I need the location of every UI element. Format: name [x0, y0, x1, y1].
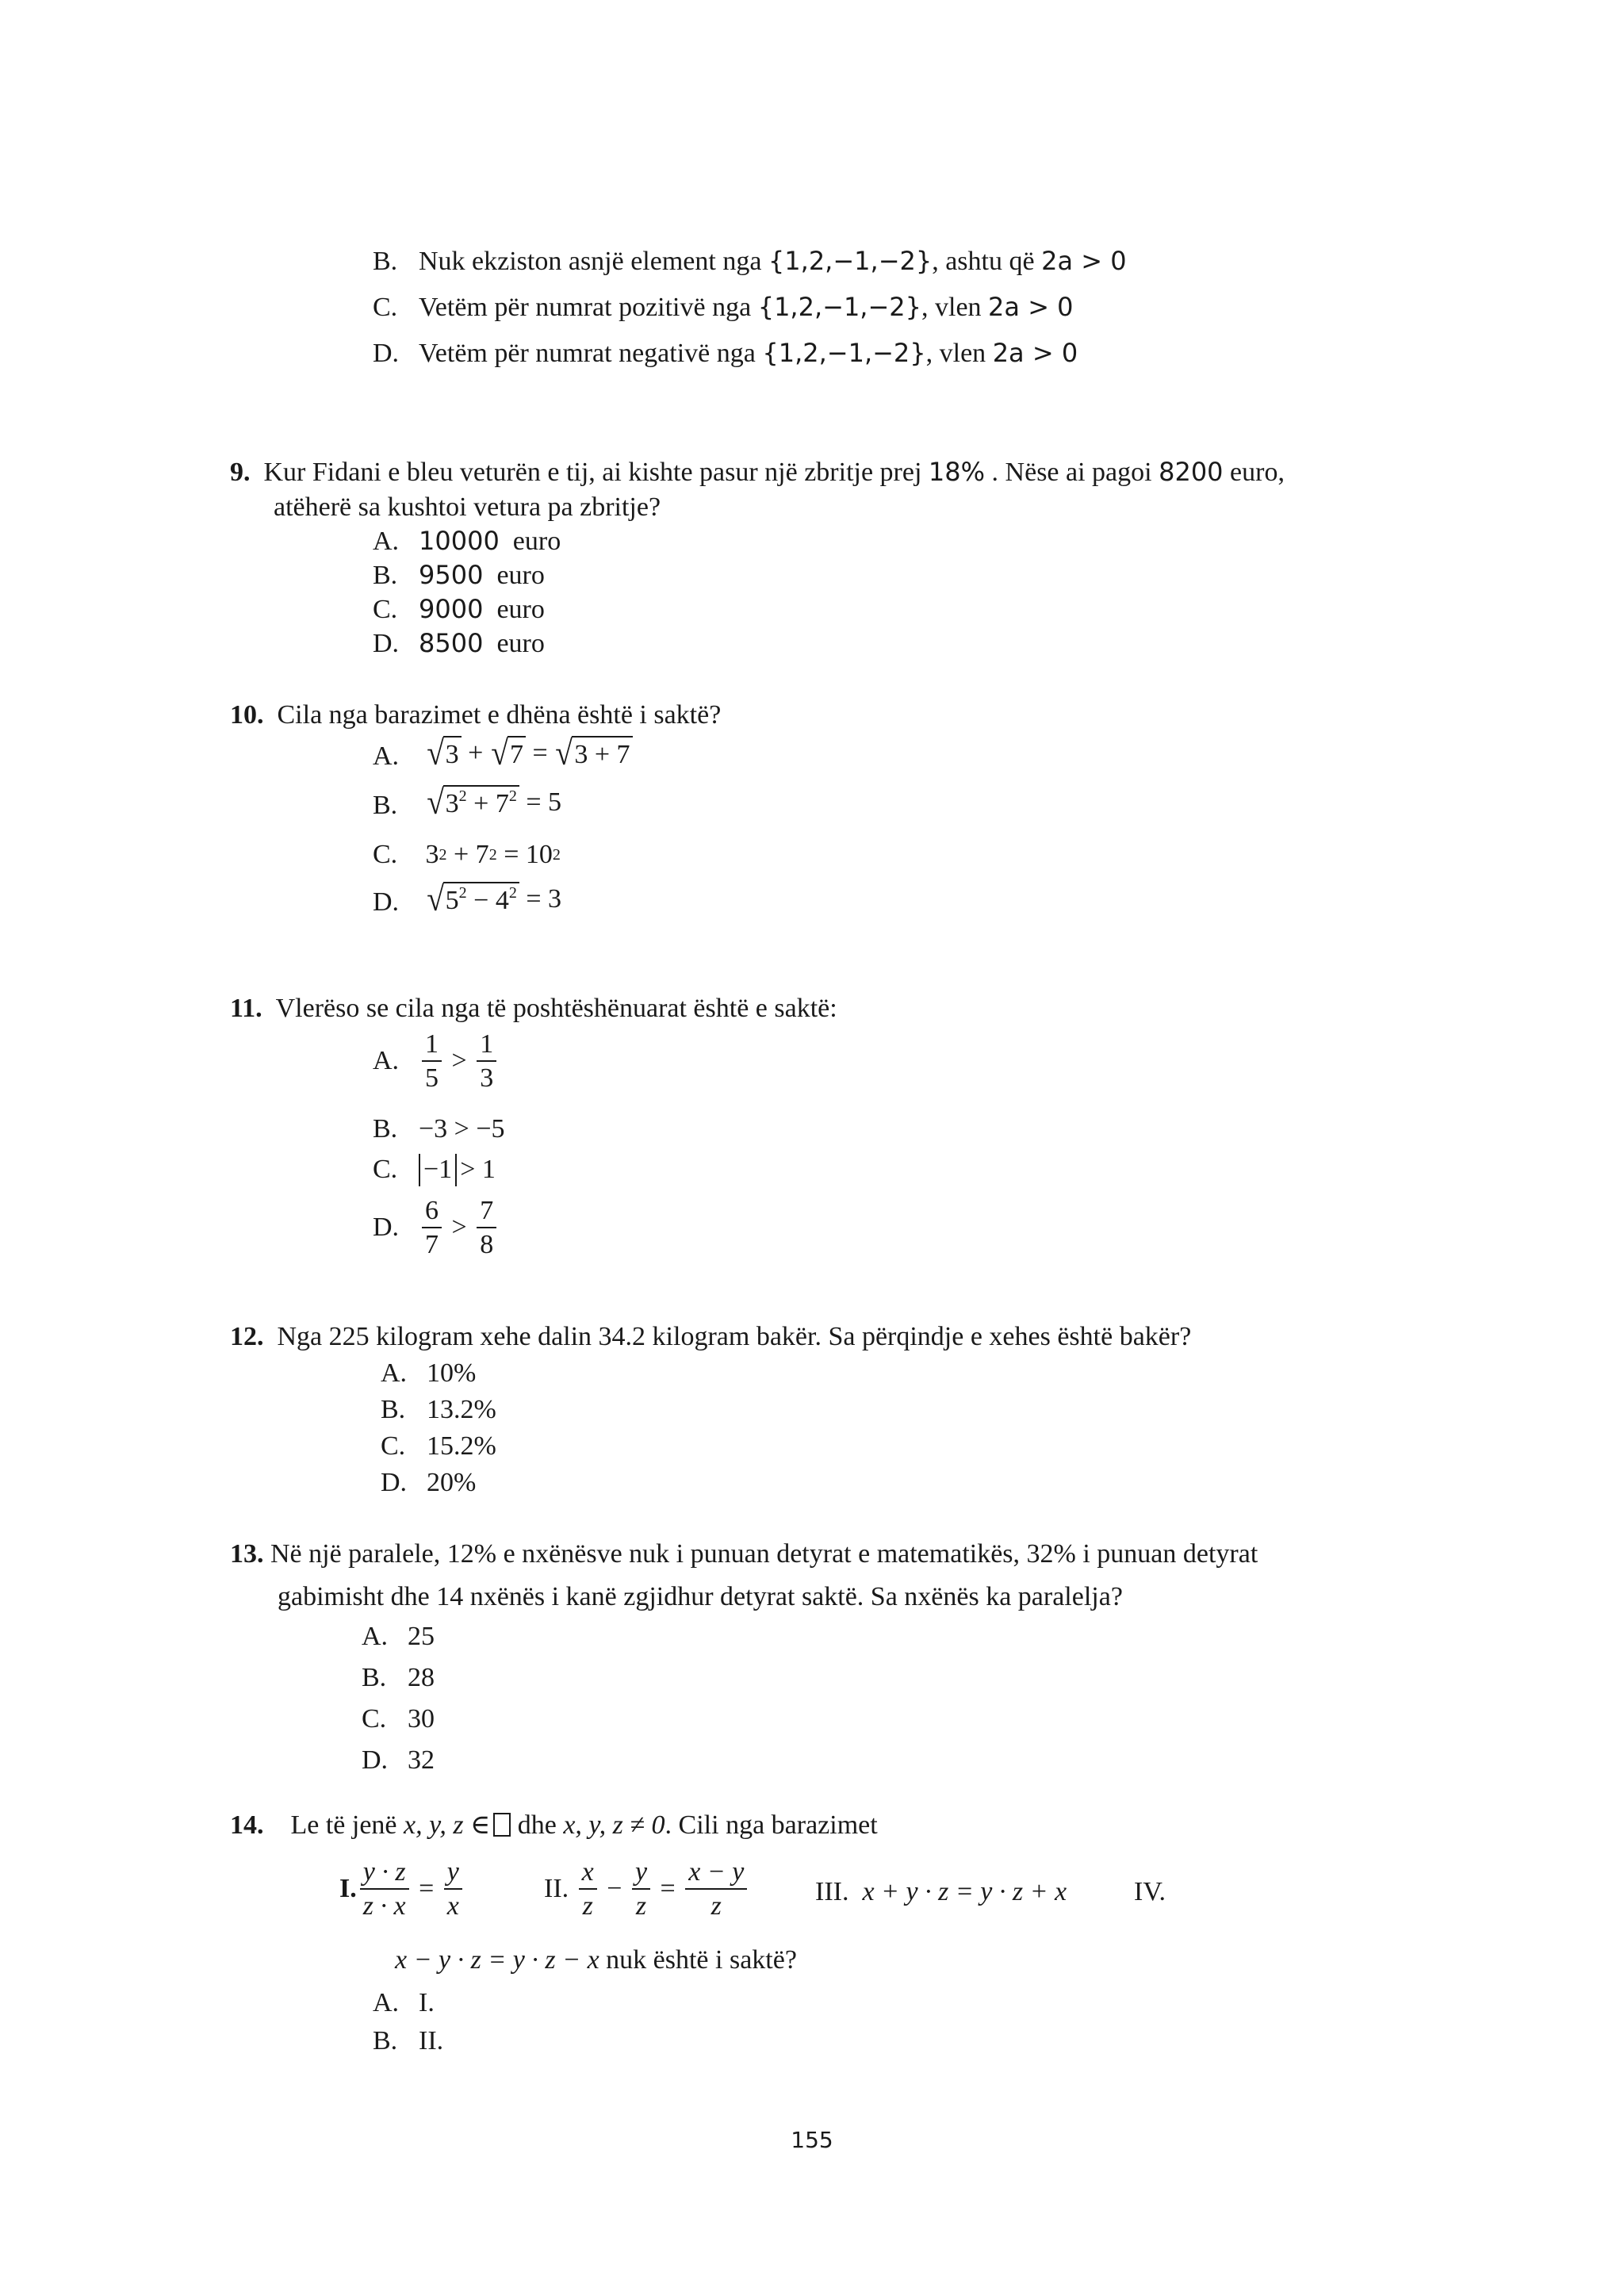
amount-value: 8200: [1159, 457, 1224, 487]
option-value: I.: [419, 1988, 435, 2017]
sqrt-expression: √ 7: [490, 736, 526, 771]
option-label: B.: [362, 1663, 387, 1692]
option-text: Nuk ekziston asnjë element nga: [419, 247, 768, 276]
option-label: A.: [373, 1045, 400, 1075]
q12-question: [230, 1321, 1191, 1354]
option-value: 25: [408, 1622, 435, 1651]
option-label: B.: [373, 2026, 398, 2055]
inequality: 2a > 0: [988, 292, 1074, 322]
equation: √ $5^2 - 4^2$ = 3: [426, 879, 562, 918]
option-value: 28: [408, 1663, 435, 1692]
question-text: dhe: [511, 1810, 564, 1840]
question-text: . Nëse ai pagoi: [985, 458, 1159, 487]
option-label: C.: [373, 1155, 398, 1184]
option-label: B.: [373, 561, 398, 590]
question-number: 9.: [230, 458, 251, 487]
fraction: $\frac{1}{3}$: [477, 1029, 496, 1094]
equation: x + y · z = y · z + x: [862, 1877, 1067, 1906]
roman-label: II.: [544, 1873, 569, 1903]
option-value: 15.2%: [427, 1431, 496, 1461]
q13-line1: [230, 1538, 1258, 1571]
q14-intro: [230, 1810, 878, 1842]
fraction: $\frac{7}{8}$: [477, 1196, 496, 1260]
q14-equation-iv: [395, 1944, 797, 1977]
q10-question: [230, 699, 721, 732]
q12-option-d: [381, 1467, 476, 1500]
option-label: B.: [373, 791, 398, 820]
q11-option-a: A. $\frac{1}{5}$ > $\frac{1}{3}$: [373, 1029, 500, 1094]
equation: x − y · z = y · z − x: [395, 1945, 599, 1975]
q10-option-a: [373, 736, 633, 773]
q12-option-b: [381, 1394, 496, 1427]
option-unit: euro: [496, 629, 545, 658]
q10-option-b: [373, 785, 561, 822]
q13-option-c: [362, 1703, 435, 1736]
fraction: $\frac{6}{7}$: [422, 1196, 442, 1260]
option-label: A.: [362, 1622, 389, 1651]
option-label: D.: [373, 629, 400, 658]
set-expression: {1,2,−1,−2}: [762, 338, 926, 368]
question-number: 10.: [230, 700, 264, 730]
option-label: C.: [362, 1704, 387, 1734]
option-value: 10%: [427, 1358, 477, 1388]
q9-option-d: [373, 628, 545, 661]
q14-equation-iii: [815, 1876, 1067, 1909]
option-label: B.: [373, 1114, 398, 1144]
equation: √ $3^2 + 7^2$ = 5: [426, 783, 562, 822]
option-value: 9000: [419, 594, 484, 624]
question-text: Le të jenë: [290, 1810, 404, 1840]
sqrt-expression: √ 3: [426, 736, 462, 771]
option-unit: euro: [496, 595, 545, 624]
option-label: D.: [373, 887, 400, 917]
equation: √ 3 + √ 7 = √ 3 + 7: [426, 736, 633, 771]
option-text: Vetëm për numrat pozitivë nga: [419, 293, 758, 322]
q14-option-a: [373, 1987, 435, 2020]
question-text: Nga 225 kilogram xehe dalin 34.2 kilogram bakër. Sa përqindje e xehes është bakër?: [277, 1322, 1192, 1351]
q14-equation-i: I. $\frac{y \cdot z}{z \cdot x}$ = $\frac{y}{x}$: [339, 1857, 465, 1921]
q13-option-b: [362, 1662, 435, 1695]
option-unit: euro: [512, 527, 561, 556]
inequality: −3 > −5: [419, 1114, 505, 1144]
option-label: A.: [373, 527, 400, 556]
option-value: 8500: [419, 628, 484, 658]
option-label: B.: [381, 1395, 406, 1424]
fraction: $\frac{x}{z}$: [579, 1857, 597, 1921]
question-number: 11.: [230, 994, 262, 1023]
sqrt-expression: √ $3^2 + 7^2$: [426, 785, 519, 820]
option-label: A.: [381, 1358, 408, 1388]
option-label: A.: [373, 741, 400, 771]
number-set-icon: [493, 1813, 511, 1837]
inequality: 2a > 0: [1041, 246, 1127, 276]
option-text: , vlen: [925, 339, 993, 368]
page-number: 155: [791, 2127, 833, 2153]
option-value: II.: [419, 2026, 444, 2055]
q9-option-a: [373, 526, 561, 558]
q11-option-d: D. $\frac{6}{7}$ > $\frac{7}{8}$: [373, 1196, 500, 1260]
q13-option-d: [362, 1745, 435, 1777]
q8-option-c: [373, 292, 1074, 324]
fraction: $\frac{y}{x}$: [444, 1857, 462, 1921]
q10-option-c: [373, 839, 561, 872]
q11-question: [230, 993, 837, 1025]
inequality: −1 > 1: [419, 1154, 496, 1186]
option-label: D.: [373, 1212, 400, 1242]
option-value: 32: [408, 1745, 435, 1775]
fraction: $\frac{y \cdot z}{z \cdot x}$: [360, 1857, 409, 1921]
question-number: 12.: [230, 1322, 264, 1351]
option-text: , ashtu që: [932, 247, 1042, 276]
option-value: 20%: [427, 1468, 477, 1497]
question-number: 13.: [230, 1539, 264, 1569]
variables-set: x, y, z ∈: [404, 1810, 491, 1840]
sqrt-expression: √ $5^2 - 4^2$: [426, 882, 519, 917]
option-label: C.: [373, 293, 398, 322]
option-value: 10000: [419, 526, 500, 556]
inequality: 2a > 0: [992, 338, 1078, 368]
q11-option-b: [373, 1113, 505, 1146]
option-label: C.: [373, 840, 398, 869]
roman-label: I.: [339, 1873, 357, 1903]
q13-line2: gabimisht dhe 14 nxënës i kanë zgjidhur detyrat saktë. Sa nxënës ka paralelja?: [278, 1582, 1123, 1611]
q10-option-d: [373, 879, 562, 919]
roman-label: III.: [815, 1877, 849, 1906]
q13-option-a: [362, 1621, 435, 1653]
question-text: Cila nga barazimet e dhëna është i saktë?: [277, 700, 722, 730]
option-label: C.: [381, 1431, 406, 1461]
question-number: 14.: [230, 1810, 264, 1840]
nonzero-condition: x, y, z ≠ 0: [563, 1810, 665, 1840]
option-unit: euro: [496, 561, 545, 590]
question-text: nuk është i saktë?: [599, 1945, 797, 1975]
option-text: Vetëm për numrat negativë nga: [419, 339, 763, 368]
set-expression: {1,2,−1,−2}: [757, 292, 921, 322]
fraction: $\frac{y}{z}$: [632, 1857, 650, 1921]
option-label: D.: [362, 1745, 389, 1775]
option-value: 13.2%: [427, 1395, 496, 1424]
q9-option-b: [373, 560, 545, 592]
q11-option-c: [373, 1154, 496, 1186]
fraction: $\frac{1}{5}$: [422, 1029, 442, 1094]
q9-option-c: [373, 594, 545, 626]
question-text: Vlerëso se cila nga të poshtëshënuarat është e saktë:: [275, 994, 837, 1023]
set-expression: {1,2,−1,−2}: [768, 246, 933, 276]
option-value: 9500: [419, 560, 484, 590]
q9-line1: [230, 457, 1285, 489]
q9-line2: atëherë sa kushtoi vetura pa zbritje?: [274, 492, 661, 522]
q12-option-a: [381, 1358, 476, 1390]
q8-option-d: [373, 338, 1078, 370]
q14-roman-iv: IV.: [1134, 1877, 1166, 1906]
question-text: Në një paralele, 12% e nxënësve nuk i punuan detyrat e matematikës, 32% i punuan detyrat: [270, 1539, 1258, 1569]
q8-option-b: [373, 246, 1127, 278]
option-value: 30: [408, 1704, 435, 1734]
option-label: B.: [373, 247, 398, 276]
option-label: C.: [373, 595, 398, 624]
sqrt-expression: √ 3 + 7: [554, 736, 632, 771]
question-text: . Cili nga barazimet: [665, 1810, 878, 1840]
option-label: A.: [373, 1988, 400, 2017]
percent-value: 18%: [928, 457, 986, 487]
fraction: $\frac{x - y}{z}$: [685, 1857, 747, 1921]
option-label: D.: [373, 339, 400, 368]
option-label: D.: [381, 1468, 408, 1497]
q14-equation-ii: II. $\frac{x}{z}$ − $\frac{y}{z}$ = $\frac{x - y}{z}$: [544, 1857, 750, 1921]
q12-option-c: [381, 1431, 496, 1463]
equation: 3 2 + 7 2 = 10 2: [425, 840, 561, 869]
option-text: , vlen: [921, 293, 989, 322]
q14-option-b: [373, 2025, 443, 2058]
question-text: Kur Fidani e bleu veturën e tij, ai kishte pasur një zbritje prej: [263, 458, 929, 487]
question-text: euro,: [1223, 458, 1285, 487]
